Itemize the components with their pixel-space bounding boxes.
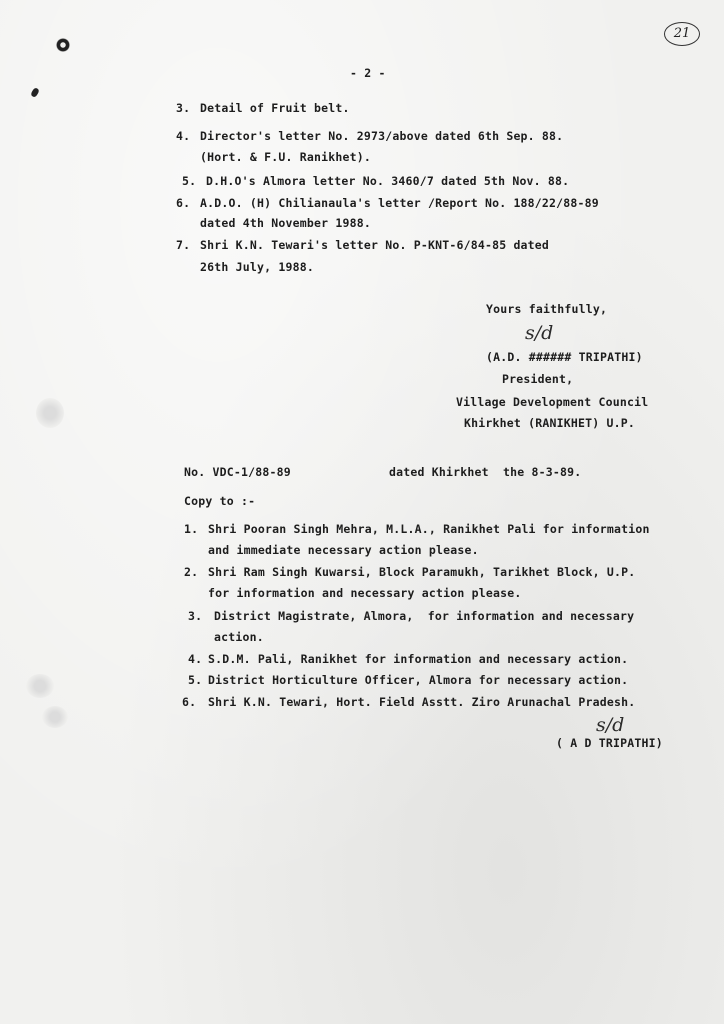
copy-line: District Horticulture Officer, Almora for necessary action. bbox=[208, 673, 629, 687]
ink-mark bbox=[30, 87, 40, 98]
signatory-org: Village Development Council bbox=[456, 395, 649, 409]
signatory-place: Khirkhet (RANIKHET) U.P. bbox=[464, 416, 635, 430]
enclosure-num: 5. bbox=[182, 174, 197, 188]
copy-line: action. bbox=[214, 630, 264, 644]
copy-to-label: Copy to :- bbox=[184, 494, 256, 508]
signature-sd: s/d bbox=[525, 322, 554, 344]
punch-hole-mark bbox=[36, 398, 64, 428]
copy-num: 1. bbox=[184, 522, 199, 536]
copy-num: 4. bbox=[188, 652, 203, 666]
copy-line: Shri K.N. Tewari, Hort. Field Asstt. Ziro Arunachal Pradesh. bbox=[208, 695, 636, 709]
enclosure-text: A.D.O. (H) Chilianaula's letter /Report No. 188/22/88-89 bbox=[200, 196, 599, 210]
closing: Yours faithfully, bbox=[486, 302, 608, 316]
reference-date: dated Khirkhet the 8-3-89. bbox=[389, 465, 582, 479]
enclosure-text: Detail of Fruit belt. bbox=[200, 101, 350, 115]
signatory-name: (A.D. ###### TRIPATHI) bbox=[486, 350, 643, 364]
copy-line: and immediate necessary action please. bbox=[208, 543, 479, 557]
punch-hole-mark bbox=[42, 706, 68, 728]
enclosure-num: 7. bbox=[176, 238, 191, 252]
enclosure-text: (Hort. & F.U. Ranikhet). bbox=[200, 150, 371, 164]
final-signature-sd: s/d bbox=[596, 714, 625, 736]
enclosure-num: 3. bbox=[176, 101, 191, 115]
copy-num: 2. bbox=[184, 565, 199, 579]
enclosure-text: D.H.O's Almora letter No. 3460/7 dated 5th Nov. 88. bbox=[206, 174, 570, 188]
copy-num: 6. bbox=[182, 695, 197, 709]
page-number: - 2 - bbox=[350, 66, 386, 80]
enclosure-num: 4. bbox=[176, 129, 191, 143]
punch-hole-mark bbox=[26, 674, 54, 698]
copy-line: Shri Ram Singh Kuwarsi, Block Paramukh, Tarikhet Block, U.P. bbox=[208, 565, 636, 579]
folio-number: 21 bbox=[664, 22, 700, 46]
copy-num: 5. bbox=[188, 673, 203, 687]
reference-number: No. VDC-1/88-89 bbox=[184, 465, 291, 479]
signatory-title: President, bbox=[502, 372, 574, 386]
enclosure-text: Shri K.N. Tewari's letter No. P-KNT-6/84-85 dated bbox=[200, 238, 550, 252]
copy-line: District Magistrate, Almora, for information and necessary bbox=[214, 609, 635, 623]
final-signatory-name: ( A D TRIPATHI) bbox=[556, 736, 663, 750]
enclosure-num: 6. bbox=[176, 196, 191, 210]
ink-smudge bbox=[56, 38, 70, 52]
copy-line: Shri Pooran Singh Mehra, M.L.A., Ranikhet Pali for information bbox=[208, 522, 650, 536]
enclosure-text: Director's letter No. 2973/above dated 6th Sep. 88. bbox=[200, 129, 564, 143]
copy-line: for information and necessary action please. bbox=[208, 586, 522, 600]
copy-num: 3. bbox=[188, 609, 203, 623]
copy-line: S.D.M. Pali, Ranikhet for information and necessary action. bbox=[208, 652, 629, 666]
enclosure-text: dated 4th November 1988. bbox=[200, 216, 371, 230]
enclosure-text: 26th July, 1988. bbox=[200, 260, 314, 274]
